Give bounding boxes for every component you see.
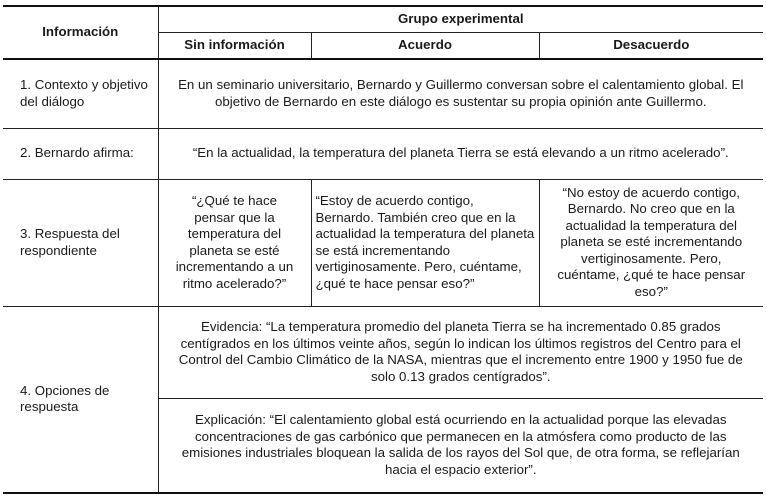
- row1-context-text: En un seminario universitario, Bernardo y Guillermo conversan sobre el calentamiento global. El objetivo de Bernardo en este diálogo es sustentar su propia opinión ante Guillermo.: [158, 59, 763, 128]
- row4-explicacion: Explicación: “El calentamiento global está ocurriendo en la actualidad porque las elevadas concentraciones de gas carbónico que permanecen en la atmósfera como producto de las emisiones industriales bloquean la salida de los rayos del Sol que, de otra forma, se reflejarían hacia el espacio exterior”.: [158, 398, 763, 493]
- row3-desacuerdo: “No estoy de acuerdo contigo, Bernardo. No creo que en la actualidad la temperatura del planeta se esté incrementando vertiginosamente. Pero, cuéntame, ¿qué te hace pensar eso?”: [539, 179, 763, 306]
- header-informacion: Información: [3, 6, 158, 59]
- row4-label: 4. Opciones de respuesta: [3, 306, 158, 493]
- experimental-design-table: [3, 5, 763, 494]
- row3-acuerdo: “Estoy de acuerdo contigo, Bernardo. También creo que en la actualidad la temperatura del planeta se está incrementando vertiginosamente. Pero, cuéntame, ¿qué te hace pensar eso?”: [311, 179, 539, 306]
- header-sin-informacion: Sin información: [158, 32, 311, 59]
- row3-sin-informacion: “¿Qué te hace pensar que la temperatura del planeta se esté incrementando a un ritmo acelerado?”: [158, 179, 311, 306]
- row2-bernardo-statement: “En la actualidad, la temperatura del planeta Tierra se está elevando a un ritmo acelerado”.: [158, 128, 763, 179]
- header-grupo-experimental: Grupo experimental: [158, 6, 763, 32]
- row3-label: 3. Respuesta del respondiente: [3, 179, 158, 306]
- header-desacuerdo: Desacuerdo: [539, 32, 763, 59]
- row1-label: 1. Contexto y objetivo del diálogo: [3, 59, 158, 128]
- row4-evidencia: Evidencia: “La temperatura promedio del planeta Tierra se ha incrementado 0.85 grados centígrados en los últimos veinte años, según lo indican los últimos registros del Centro para el Control del Cambio Climático de la NASA, mientras que el incremento entre 1900 y 1950 fue de solo 0.13 grados centígrados”.: [158, 306, 763, 398]
- header-acuerdo: Acuerdo: [311, 32, 539, 59]
- row2-label: 2. Bernardo afirma:: [3, 128, 158, 179]
